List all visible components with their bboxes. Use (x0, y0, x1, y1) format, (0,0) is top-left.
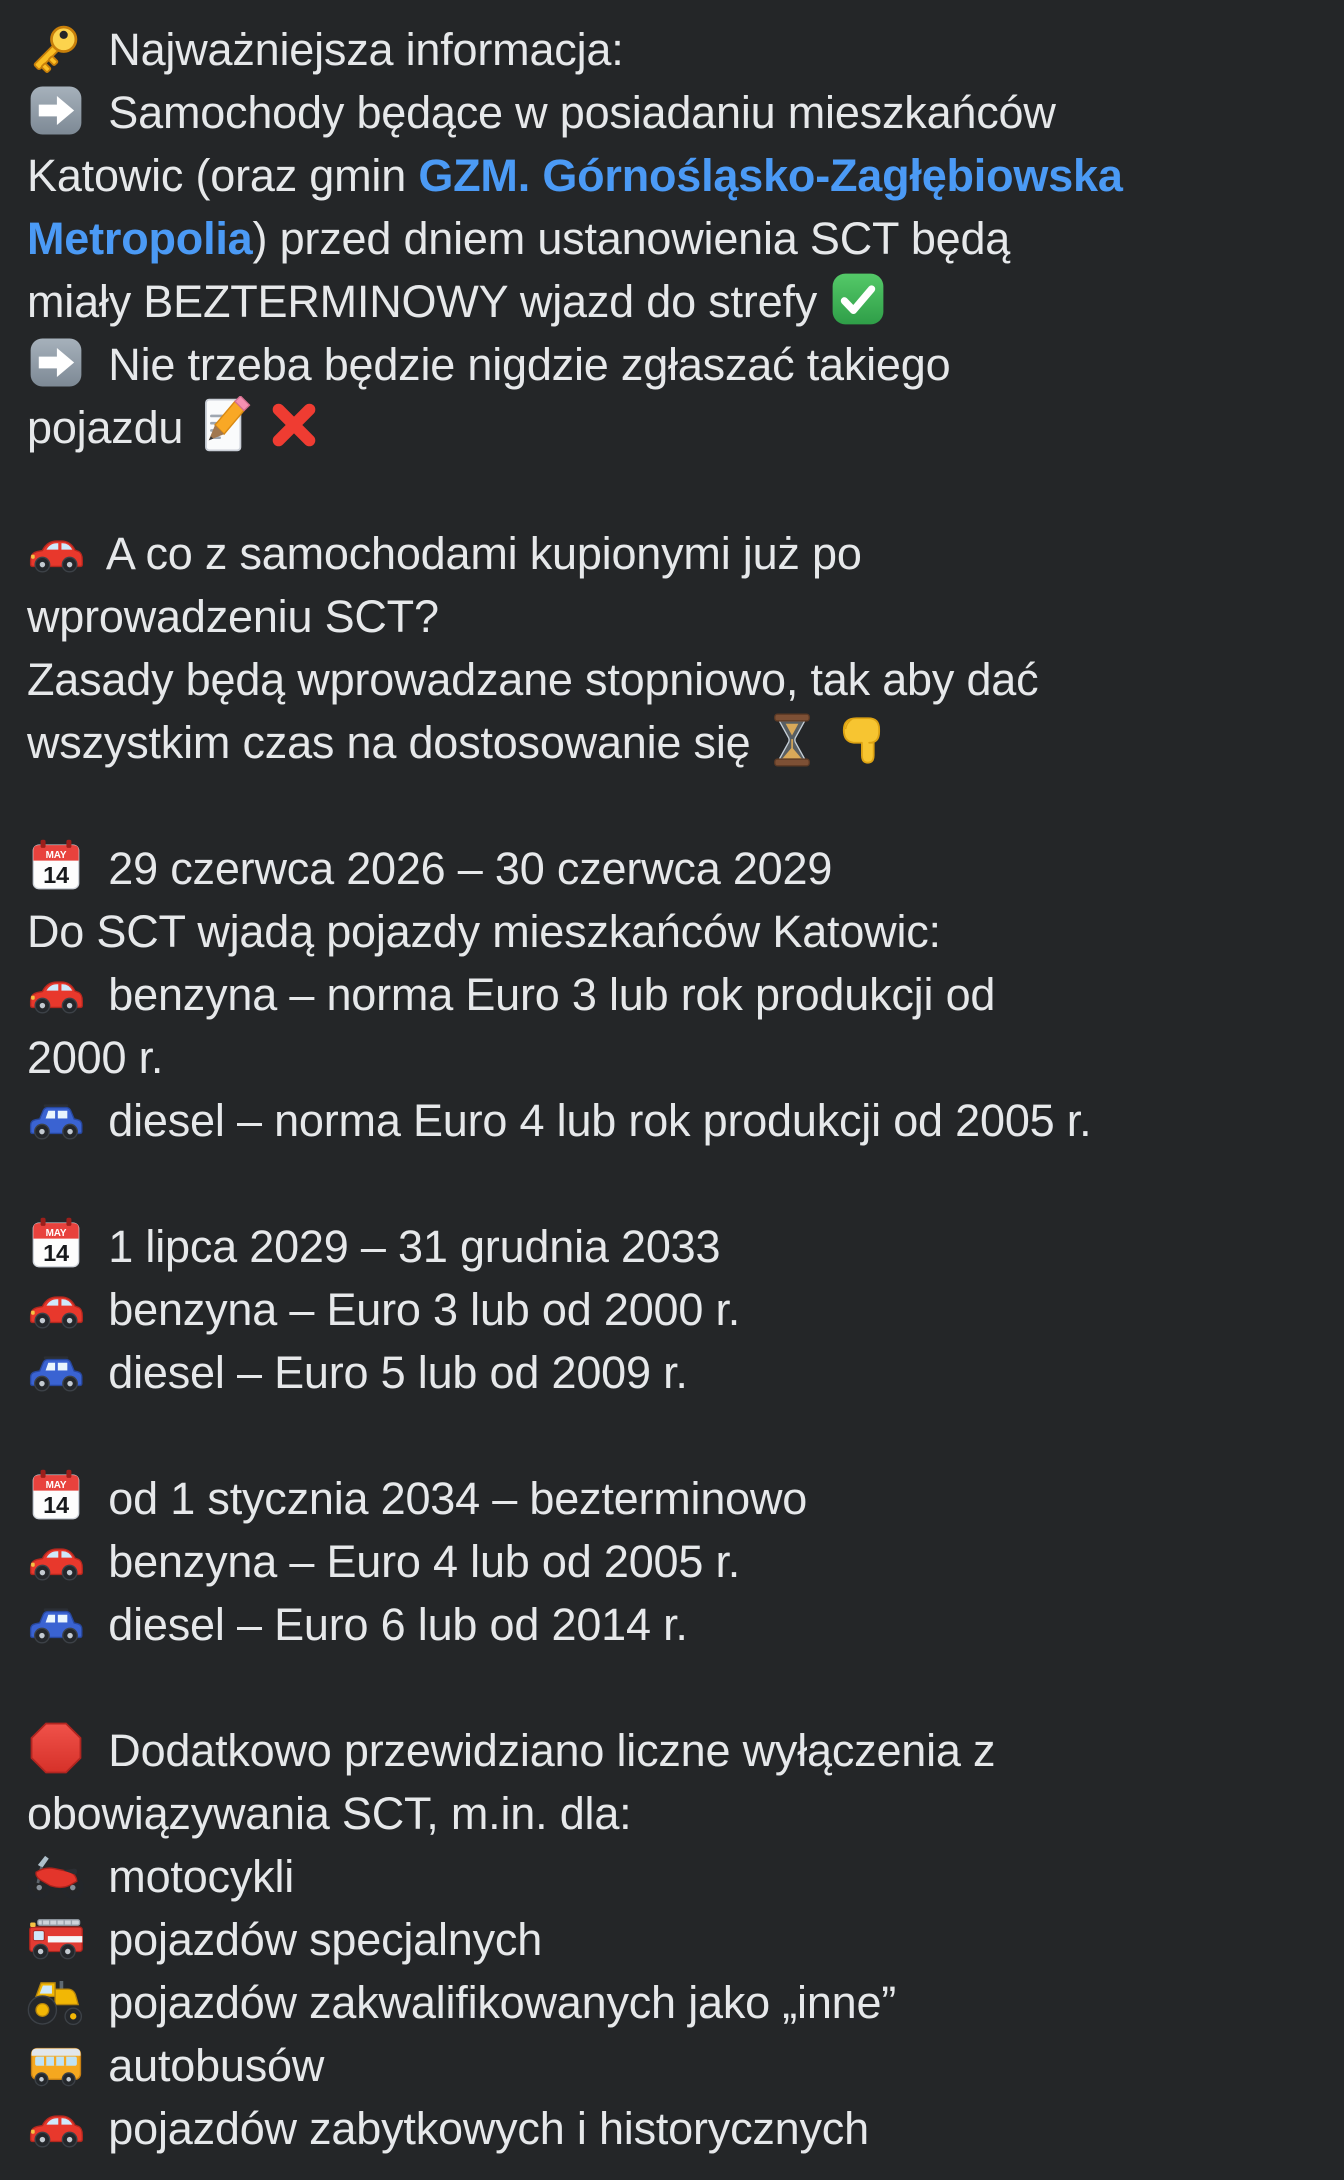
text-segment: A co z samochodami kupionymi już po (96, 528, 862, 579)
fire-engine-icon (27, 1908, 85, 1966)
calendar-icon (27, 1215, 85, 1273)
memo-icon (196, 396, 254, 454)
text-line (27, 1341, 1336, 1404)
calendar-icon (27, 837, 85, 895)
text-line (27, 900, 1336, 963)
text-segment: wprowadzeniu SCT? (27, 591, 439, 642)
text-line (27, 1845, 1336, 1908)
text-segment: ) przed dniem ustanowienia SCT będą (252, 213, 1011, 264)
text-segment: Najważniejsza informacja: (96, 24, 624, 75)
motorcycle-icon (27, 1845, 85, 1903)
text-line (27, 207, 1336, 270)
tractor-icon (27, 1971, 85, 2029)
text-segment: 29 czerwca 2026 – 30 czerwca 2029 (96, 843, 833, 894)
text-line (27, 1782, 1336, 1845)
text-segment: pojazdów zakwalifikowanych jako „inne” (96, 1977, 897, 2028)
text-segment: obowiązywania SCT, m.in. dla: (27, 1788, 632, 1839)
text-line (27, 837, 1336, 900)
red-car-icon (27, 522, 85, 580)
text-segment: benzyna – norma Euro 3 lub rok produkcji od (96, 969, 996, 1020)
text-line (27, 81, 1336, 144)
text-line (27, 1026, 1336, 1089)
text-line (27, 396, 1336, 459)
text-line (27, 1971, 1336, 2034)
text-line (27, 18, 1336, 81)
text-line (27, 144, 1336, 207)
red-car-icon (27, 1278, 85, 1336)
text-line (27, 333, 1336, 396)
svg-text:MAY: MAY (45, 849, 67, 861)
svg-text:14: 14 (43, 1492, 69, 1519)
text-segment: benzyna – Euro 3 lub od 2000 r. (96, 1284, 741, 1335)
text-segment: 2000 r. (27, 1032, 164, 1083)
text-segment: pojazdów zabytkowych i historycznych (96, 2103, 869, 2154)
red-car-icon (27, 963, 85, 1021)
check-mark-icon (829, 270, 887, 328)
text-line (27, 270, 1336, 333)
text-line (27, 1404, 1336, 1467)
cross-mark-icon (265, 396, 323, 454)
text-segment: diesel – Euro 6 lub od 2014 r. (96, 1599, 688, 1650)
text-segment: pojazdów specjalnych (96, 1914, 543, 1965)
svg-text:MAY: MAY (45, 1479, 67, 1491)
svg-text:MAY: MAY (45, 1227, 67, 1239)
arrow-right-icon (27, 81, 85, 139)
blue-suv-icon (27, 1593, 85, 1651)
text-line (27, 585, 1336, 648)
text-line (27, 648, 1336, 711)
blue-suv-icon (27, 1341, 85, 1399)
text-segment: benzyna – Euro 4 lub od 2005 r. (96, 1536, 741, 1587)
text-line (27, 2034, 1336, 2097)
text-segment: Dodatkowo przewidziano liczne wyłączenia z (96, 1725, 996, 1776)
gzm-page-link[interactable]: GZM. Górnośląsko-Zagłębiowska (418, 150, 1123, 201)
hourglass-icon (763, 711, 821, 769)
red-car-icon (27, 1530, 85, 1588)
stop-sign-icon (27, 1719, 85, 1777)
text-segment: Zasady będą wprowadzane stopniowo, tak aby dać (27, 654, 1039, 705)
text-line (27, 963, 1336, 1026)
text-segment: diesel – Euro 5 lub od 2009 r. (96, 1347, 688, 1398)
text-line (27, 1593, 1336, 1656)
arrow-right-icon (27, 333, 85, 391)
text-line (27, 1215, 1336, 1278)
text-line (27, 1089, 1336, 1152)
gzm-page-link[interactable]: Metropolia (27, 213, 253, 264)
text-line (27, 1467, 1336, 1530)
svg-text:14: 14 (43, 1240, 69, 1267)
text-line (27, 1152, 1336, 1215)
text-line (27, 1908, 1336, 1971)
text-line (27, 459, 1336, 522)
text-line (27, 1278, 1336, 1341)
red-car-icon (27, 2097, 85, 2155)
calendar-icon (27, 1467, 85, 1525)
text-line (27, 2097, 1336, 2160)
blue-suv-icon (27, 1089, 85, 1147)
text-segment: pojazdu (27, 402, 196, 453)
text-segment: autobusów (96, 2040, 325, 2091)
text-segment: diesel – norma Euro 4 lub rok produkcji od 2005 r. (96, 1095, 1092, 1146)
text-segment: od 1 stycznia 2034 – bezterminowo (96, 1473, 808, 1524)
bus-icon (27, 2034, 85, 2092)
key-icon (27, 18, 85, 76)
text-segment: Nie trzeba będzie nigdzie zgłaszać takiego (96, 339, 951, 390)
text-line (27, 1656, 1336, 1719)
text-line (27, 522, 1336, 585)
text-segment: wszystkim czas na dostosowanie się (27, 717, 763, 768)
text-segment: 1 lipca 2029 – 31 grudnia 2033 (96, 1221, 721, 1272)
text-line (27, 711, 1336, 774)
text-line (27, 774, 1336, 837)
text-segment: Katowic (oraz gmin (27, 150, 419, 201)
text-segment: Samochody będące w posiadaniu mieszkańców (96, 87, 1056, 138)
text-line (27, 1530, 1336, 1593)
point-down-icon (832, 711, 890, 769)
text-line (27, 1719, 1336, 1782)
text-segment: miały BEZTERMINOWY wjazd do strefy (27, 276, 830, 327)
svg-text:14: 14 (43, 862, 69, 889)
text-segment: motocykli (96, 1851, 295, 1902)
text-segment: Do SCT wjadą pojazdy mieszkańców Katowic: (27, 906, 941, 957)
